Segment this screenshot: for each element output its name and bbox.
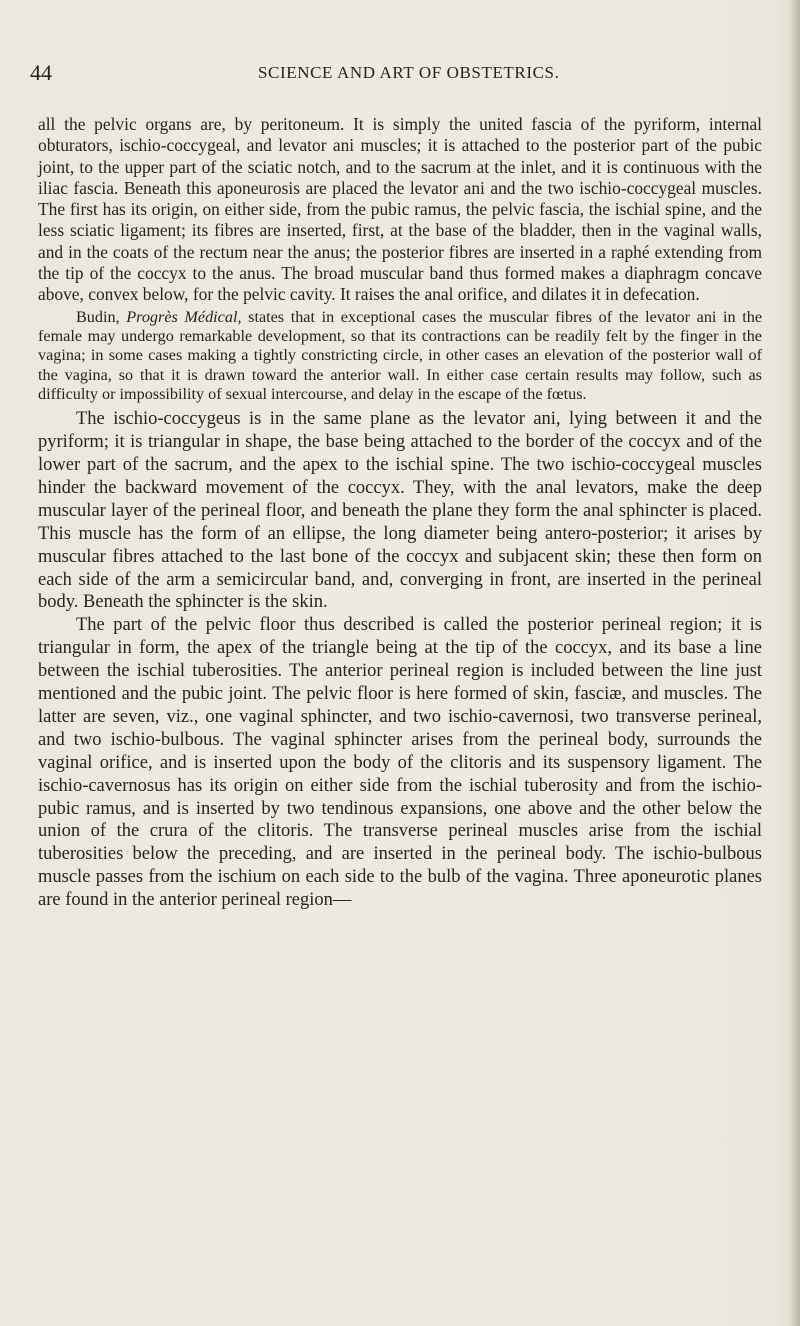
paragraph-budin-note <box>38 308 762 404</box>
page-edge-shadow <box>790 0 800 1326</box>
budin-note-text: states that in exceptional cases the muscular fibres of the levator ani in the female may undergo remarkable development, so that its contractions can be readily felt by the finger in the vagina; in some cases making a tightly constricting circle, in other cases an elevation of the posterior wall of the vagina, so that it is drawn toward the anterior wall. In either case certain results may follow, such as difficulty or impossibility of sexual intercourse, and delay in the escape of the fœtus. <box>38 307 763 403</box>
body-text <box>38 114 762 912</box>
page-number: 44 <box>30 60 52 85</box>
budin-work-title: Progrès Médical, <box>126 307 242 326</box>
running-head: SCIENCE AND ART OF OBSTETRICS. <box>258 63 560 82</box>
paragraph-ischio-coccygeus: The ischio-coccygeus is in the same plane as the levator ani, lying between it and the pyriform; it is triangular in shape, the base being attached to the border of the coccyx and of the lower part of the sacrum, and the apex to the ischial spine. The two ischio-coccygeal muscles hinder the backward movement of the coccyx. They, with the anal levators, make the deep muscular layer of the perineal floor, and beneath the plane they form the anal sphincter is placed. This muscle has the form of an ellipse, the long diameter being antero-posterior; it arises by muscular fibres attached to the last bone of the coccyx and subjacent skin; these then form on each side of the arm a semicircular band, and, converging in front, are inserted in the perineal body. Beneath the sphincter is the skin. <box>38 409 762 613</box>
paragraph-perineal-region: The part of the pelvic floor thus described is called the posterior perineal region; it is triangular in form, the apex of the triangle being at the tip of the coccyx, and its base a line between the ischial tuberosities. The anterior perineal region is included between the line just mentioned and the pubic joint. The pelvic floor is here formed of skin, fasciæ, and muscles. The latter are seven, viz., one vaginal sphincter, and two ischio-cavernosi, two transverse perineal, and two ischio-bulbous. The vaginal sphincter arises from the perineal body, surrounds the vaginal orifice, and is inserted upon the body of the clitoris and its suspensory ligament. The ischio-cavernosus has its origin on either side from the ischial tuberosity and from the ischio-pubic ramus, and is inserted by two tendinous expansions, one above and the other below the union of the crura of the clitoris. The transverse perineal muscles arise from the ischial tuberosities below the preceding, and are inserted in the perineal body. The ischio-bulbous muscle passes from the ischium on each side to the bulb of the vagina. Three aponeurotic planes are found in the anterior perineal region— <box>38 615 762 911</box>
budin-author: Budin, <box>76 307 120 326</box>
paragraph-pelvic-fascia: all the pelvic organs are, by peritoneum. It is simply the united fascia of the pyriform, internal obturators, ischio-coccygeal, and levator ani muscles; it is attached to the posterior part of the pubic joint, to the upper part of the sciatic notch, and to the sacrum at the inlet, and it is continuous with the iliac fascia. Beneath this aponeurosis are placed the levator ani and the two ischio-coccygeal muscles. The first has its origin, on either side, from the pubic ramus, the pelvic fascia, the ischial spine, and the less sciatic ligament; its fibres are inserted, first, at the base of the bladder, then in the vaginal walls, and in the coats of the rectum near the anus; the posterior fibres are inserted in a raphé extending from the tip of the coccyx to the anus. The broad muscular band thus formed makes a diaphragm concave above, convex below, for the pelvic cavity. It raises the anal orifice, and dilates it in defecation. <box>38 114 762 305</box>
page-header <box>30 60 770 90</box>
